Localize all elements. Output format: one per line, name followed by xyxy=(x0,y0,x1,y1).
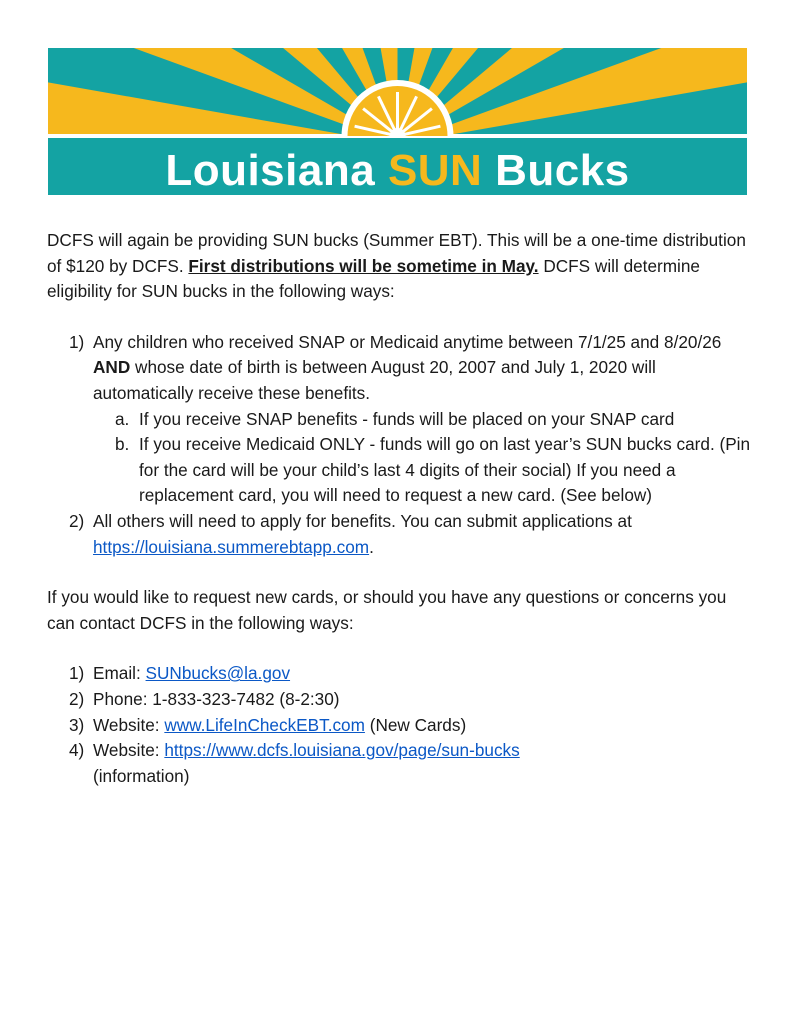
application-link[interactable]: https://louisiana.summerebtapp.com xyxy=(93,536,370,557)
header-banner xyxy=(48,48,747,195)
email-link[interactable]: SUNbucks@la.gov xyxy=(145,663,291,684)
banner-title xyxy=(48,146,747,195)
list-number: 2) xyxy=(69,510,85,531)
contact-item-website-cards xyxy=(47,713,752,739)
eligibility-subitem-b xyxy=(93,432,752,509)
eligibility-list xyxy=(47,330,752,560)
contact-intro: If you would like to request new cards, or should you have any questions or concerns you can contact DCFS in the following ways: xyxy=(47,587,727,633)
eligibility-item-2-after: . xyxy=(369,536,374,557)
eligibility-item-2 xyxy=(47,509,752,560)
banner-title-part1: Louisiana xyxy=(165,146,376,195)
banner-title-part2: Bucks xyxy=(495,146,630,195)
intro-text-2: DCFS will determine eligibility for SUN bucks in the following ways: xyxy=(47,255,700,302)
eligibility-item-1-text-a: Any children who received SNAP or Medicaid anytime between 7/1/25 and 8/20/26 xyxy=(93,331,722,352)
list-letter: a. xyxy=(115,408,130,429)
intro-paragraph xyxy=(47,228,752,305)
contact-list xyxy=(47,661,752,789)
lifeincheck-link[interactable]: www.LifeInCheckEBT.com xyxy=(164,714,365,735)
eligibility-item-2-text: All others will need to apply for benefits. You can submit applications at xyxy=(93,510,632,531)
eligibility-item-1-text-b: whose date of birth is between August 20, 2007 and July 1, 2020 will automatically receive these benefits. xyxy=(93,357,656,403)
list-number: 3) xyxy=(69,714,85,735)
contact-website-label: Website: xyxy=(93,714,160,735)
list-letter: b. xyxy=(115,434,130,455)
eligibility-item-1 xyxy=(47,330,752,509)
contact-website-label: Website: xyxy=(93,740,160,761)
list-number: 1) xyxy=(69,663,85,684)
list-number: 4) xyxy=(69,740,85,761)
list-number: 2) xyxy=(69,688,85,709)
contact-item-phone xyxy=(47,687,752,713)
contact-email-label: Email: xyxy=(93,663,141,684)
eligibility-subitem-b-text: If you receive Medicaid ONLY - funds will go on last year’s SUN bucks card. (Pin for the card will be your child’s last 4 digits of their social) If you need a replacement card, you will need to request a new card. (See below) xyxy=(139,434,751,506)
intro-bold-notice: First distributions will be sometime in May. xyxy=(188,255,539,276)
contact-phone-text: Phone: 1-833-323-7482 (8-2:30) xyxy=(93,688,340,709)
eligibility-subitem-a xyxy=(93,407,752,433)
eligibility-subitem-a-text: If you receive SNAP benefits - funds will be placed on your SNAP card xyxy=(139,408,675,429)
intro-text-1: DCFS will again be providing SUN bucks (Summer EBT). This will be a one-time distribution of $120 by DCFS. xyxy=(47,230,746,276)
contact-item-website-info xyxy=(47,738,752,789)
banner-title-highlight: SUN xyxy=(387,146,483,195)
list-number: 1) xyxy=(69,331,85,352)
document-body xyxy=(47,228,752,789)
contact-website-note: (New Cards) xyxy=(369,714,467,735)
eligibility-sublist xyxy=(93,407,752,509)
dcfs-info-link[interactable]: https://www.dcfs.louisiana.gov/page/sun-bucks xyxy=(164,740,520,761)
eligibility-item-1-bold: AND xyxy=(93,357,131,378)
contact-item-email xyxy=(47,661,752,687)
contact-website-note: (information) xyxy=(93,765,190,786)
